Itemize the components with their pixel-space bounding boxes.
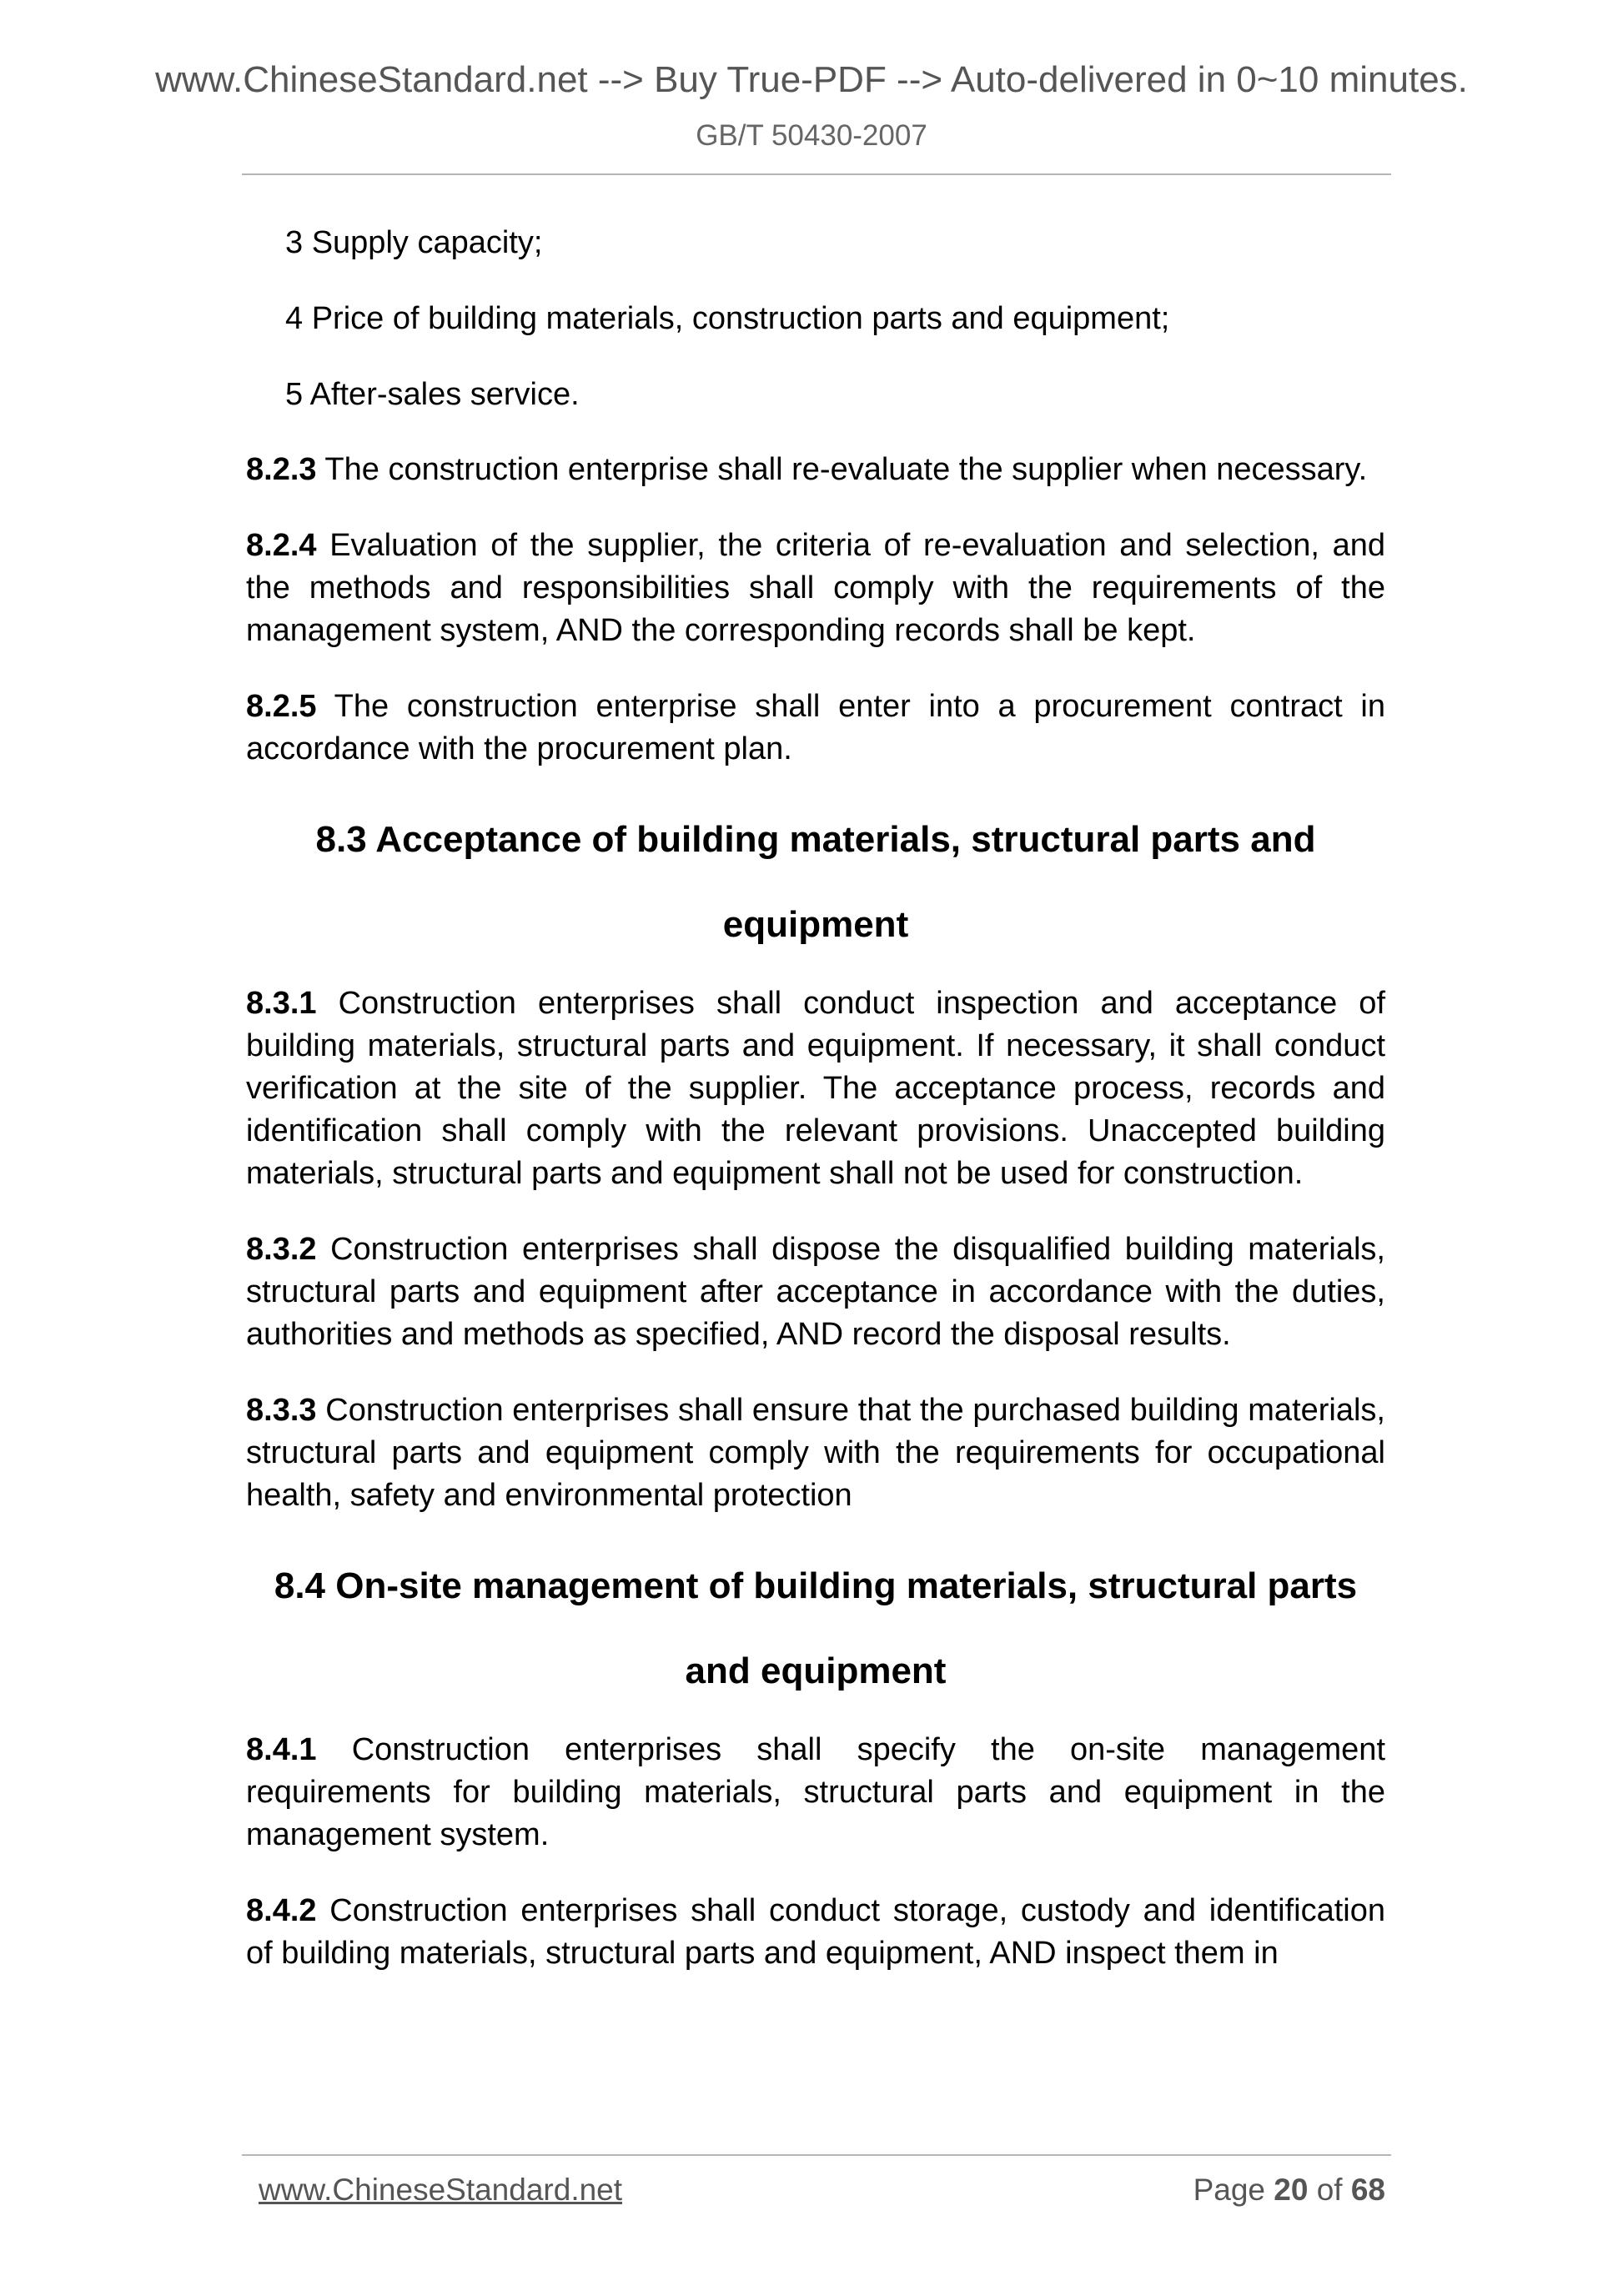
- clause-number: 8.2.5: [246, 689, 317, 724]
- clause-number: 8.3.2: [246, 1232, 317, 1267]
- clause-text: Construction enterprises shall ensure that the purchased building materials, structural parts and equipment comply with the requirements for occupational health, safety and environmental protection: [246, 1393, 1385, 1513]
- page-total: 68: [1350, 2173, 1385, 2207]
- header-divider: [242, 173, 1391, 175]
- clause-8-4-2: [246, 1890, 1385, 1975]
- clause-8-2-5: [246, 686, 1385, 771]
- page-of: of: [1316, 2173, 1343, 2207]
- section-heading-8-4: 8.4 On-site management of building materials, structural parts and equipment: [274, 1565, 1358, 1691]
- clause-number: 8.3.1: [246, 986, 317, 1021]
- clause-text: Construction enterprises shall conduct inspection and acceptance of building materials, structural parts and equipment. If necessary, it shall conduct verification at the site of the supplier. The acceptance process, records and identification shall comply with the relevant provisions. Unaccepted building materials, structural parts and equipment shall not be used for construction.: [246, 986, 1385, 1191]
- clause-text: Construction enterprises shall conduct storage, custody and identification of building materials, structural parts and equipment, AND inspect them in: [246, 1893, 1386, 1971]
- page-prefix: Page: [1193, 2173, 1265, 2207]
- clause-number: 8.3.3: [246, 1393, 317, 1428]
- clause-number: 8.4.1: [246, 1732, 317, 1767]
- clause-text: Evaluation of the supplier, the criteria of re-evaluation and selection, and the methods and responsibilities shall comply with the requirements of the management system, AND the corresponding records shall be kept.: [246, 528, 1385, 648]
- standard-code: GB/T 50430-2007: [696, 119, 927, 152]
- document-body: [246, 221, 1385, 2008]
- clause-number: 8.2.3: [246, 452, 317, 487]
- list-item: 4 Price of building materials, construction parts and equipment;: [285, 301, 1170, 336]
- clause-text: The construction enterprise shall enter into a procurement contract in accordance with the procurement plan.: [246, 689, 1386, 766]
- clause-number: 8.2.4: [246, 528, 317, 563]
- clause-8-3-3: [246, 1389, 1385, 1517]
- page-current: 20: [1274, 2173, 1309, 2207]
- section-heading-8-3: 8.3 Acceptance of building materials, structural parts and equipment: [315, 819, 1316, 945]
- clause-text: The construction enterprise shall re-evaluate the supplier when necessary.: [324, 452, 1368, 487]
- clause-8-3-2: [246, 1228, 1385, 1356]
- clause-8-2-4: [246, 525, 1385, 652]
- list-item: 3 Supply capacity;: [285, 225, 543, 260]
- footer-site-link[interactable]: www.ChineseStandard.net: [259, 2173, 623, 2207]
- footer-divider: [242, 2154, 1391, 2156]
- clause-number: 8.4.2: [246, 1893, 317, 1928]
- clause-8-3-1: [246, 982, 1385, 1195]
- header-banner: www.ChineseStandard.net --> Buy True-PDF --> Auto-delivered in 0~10 minutes.: [155, 59, 1468, 100]
- list-item: 5 After-sales service.: [285, 377, 580, 412]
- page-indicator: [1193, 2174, 1385, 2205]
- clause-8-2-3: [246, 449, 1385, 491]
- clause-text: Construction enterprises shall dispose the disqualified building materials, structural parts and equipment after acceptance in accordance with the duties, authorities and methods as specified, AND record the disposal results.: [246, 1232, 1385, 1352]
- clause-text: Construction enterprises shall specify the on-site management requirements for building materials, structural parts and equipment in the management system.: [246, 1732, 1385, 1852]
- clause-8-4-1: [246, 1729, 1385, 1856]
